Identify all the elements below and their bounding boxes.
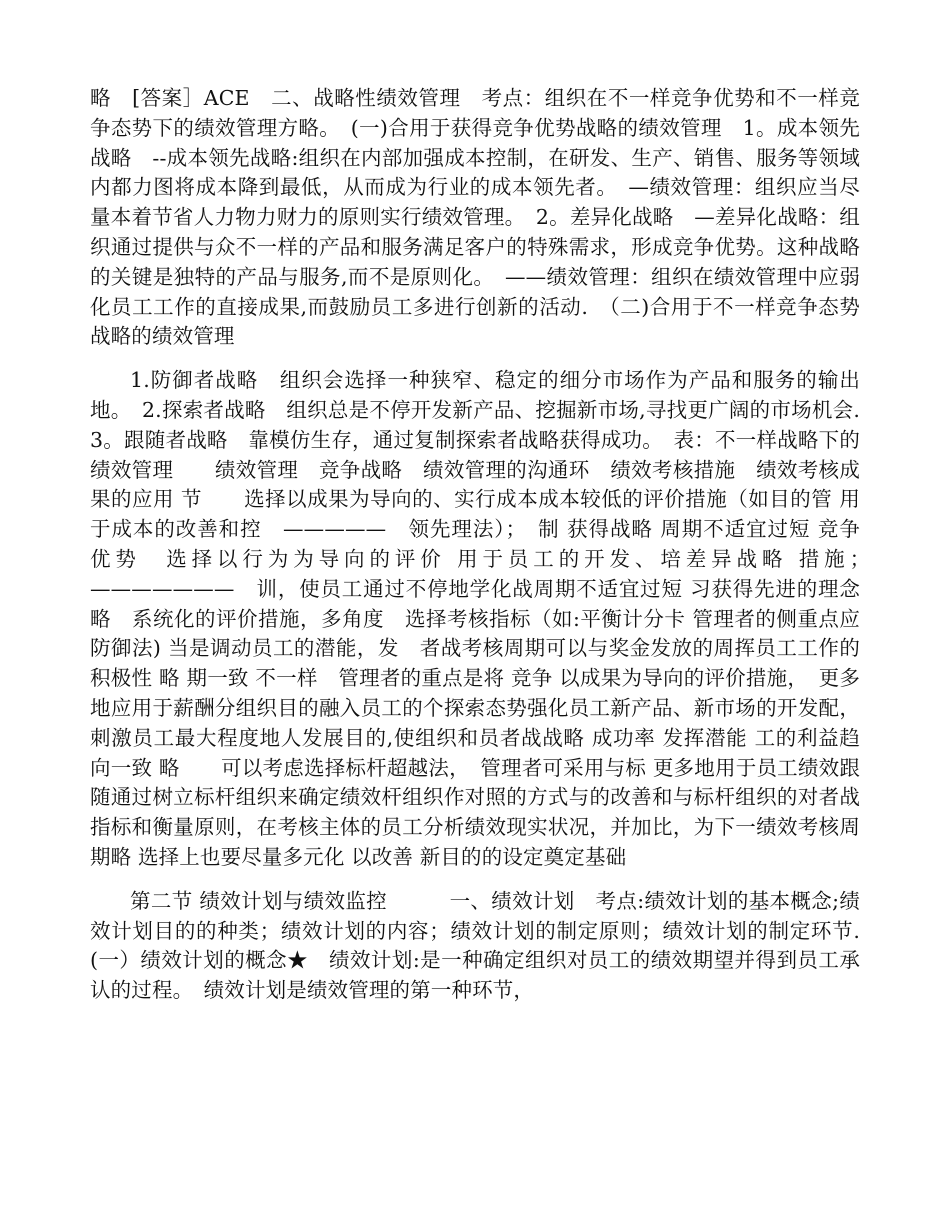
paragraph-strategic-performance-management: 略 [答案］ACE 二、战略性绩效管理 考点：组织在不一样竞争优势和不一样竞争态势下的绩效管理方略。 (一)合用于获得竞争优势战略的绩效管理 1。成本领先战略 --成本领先战略:组织在内部加强成本控制，在研发、生产、销售、服务等领域内都力图将成本降到最低，从而成为行业的成本领先者。 —绩效管理：组织应当尽量本着节省人力物力财力的原则实行绩效管理。 2。差异化战略 —差异化战略：组织通过提供与众不一样的产品和服务满足客户的特殊需求，形成竞争优势。这种战略的关键是独特的产品与服务,而不是原则化。 ——绩效管理：组织在绩效管理中应弱化员工工作的直接成果,而鼓励员工多进行创新的活动. （二)合用于不一样竞争态势战略的绩效管理: [90, 86, 860, 349]
document-page: [90, 84, 881, 1006]
paragraph-performance-planning: 第二节 绩效计划与绩效监控 一、绩效计划 考点:绩效计划的基本概念;绩效计划目的的种类；绩效计划的内容；绩效计划的制定原则；绩效计划的制定环节. (一）绩效计划的概念★ 绩效计划:是一种确定组织对员工的绩效期望并得到员工承认的过程。 绩效计划是绩效管理的第一种环节，: [90, 888, 881, 1003]
paragraph-competitive-posture-strategies: 1.防御者战略 组织会选择一种狭窄、稳定的细分市场作为产品和服务的输出地。 2.探索者战略 组织总是不停开发新产品、挖掘新市场,寻找更广阔的市场机会. 3。跟随者战略 靠模仿生存，通过复制探索者战略获得成功。 表：不一样战略下的绩效管理 绩效管理 竞争战略 绩效管理的沟通环 绩效考核措施 绩效考核成果的应用 节 选择以成果为导向的、实行成本成本较低的评价措施（如目的管 用于成本的改善和控 ————— 领先理法）； 制 获得战略 周期不适宜过短 竞争 优势 选择以行为为导向的评价 用于员工的开发、培差异战略 措施； ——————— 训，使员工通过不停地学化战周期不适宜过短 习获得先进的理念 略 系统化的评价措施，多角度 选择考核指标（如:平衡计分卡 管理者的侧重点应防御法) 当是调动员工的潜能，发 者战考核周期可以与奖金发放的周挥员工工作的积极性 略 期一致 不一样 管理者的重点是将 竞争 以成果为导向的评价措施， 更多地应用于薪酬分组织目的融入员工的个探索态势强化员工新产品、新市场的开发配，刺激员工最大程度地人发展目的,使组织和员者战战略 成功率 发挥潜能 工的利益趋向一致 略 可以考虑选择标杆超越法， 管理者可采用与标 更多地用于员工绩效跟随通过树立标杆组织来确定绩效杆组织作对照的方式与的改善和与标杆组织的对者战指标和衡量原则，在考核主体的员工分析绩效现实状况，并加比，为下一绩效考核周期略 选择上也要尽量多元化 以改善 新目的的设定奠定基础: [90, 368, 881, 869]
